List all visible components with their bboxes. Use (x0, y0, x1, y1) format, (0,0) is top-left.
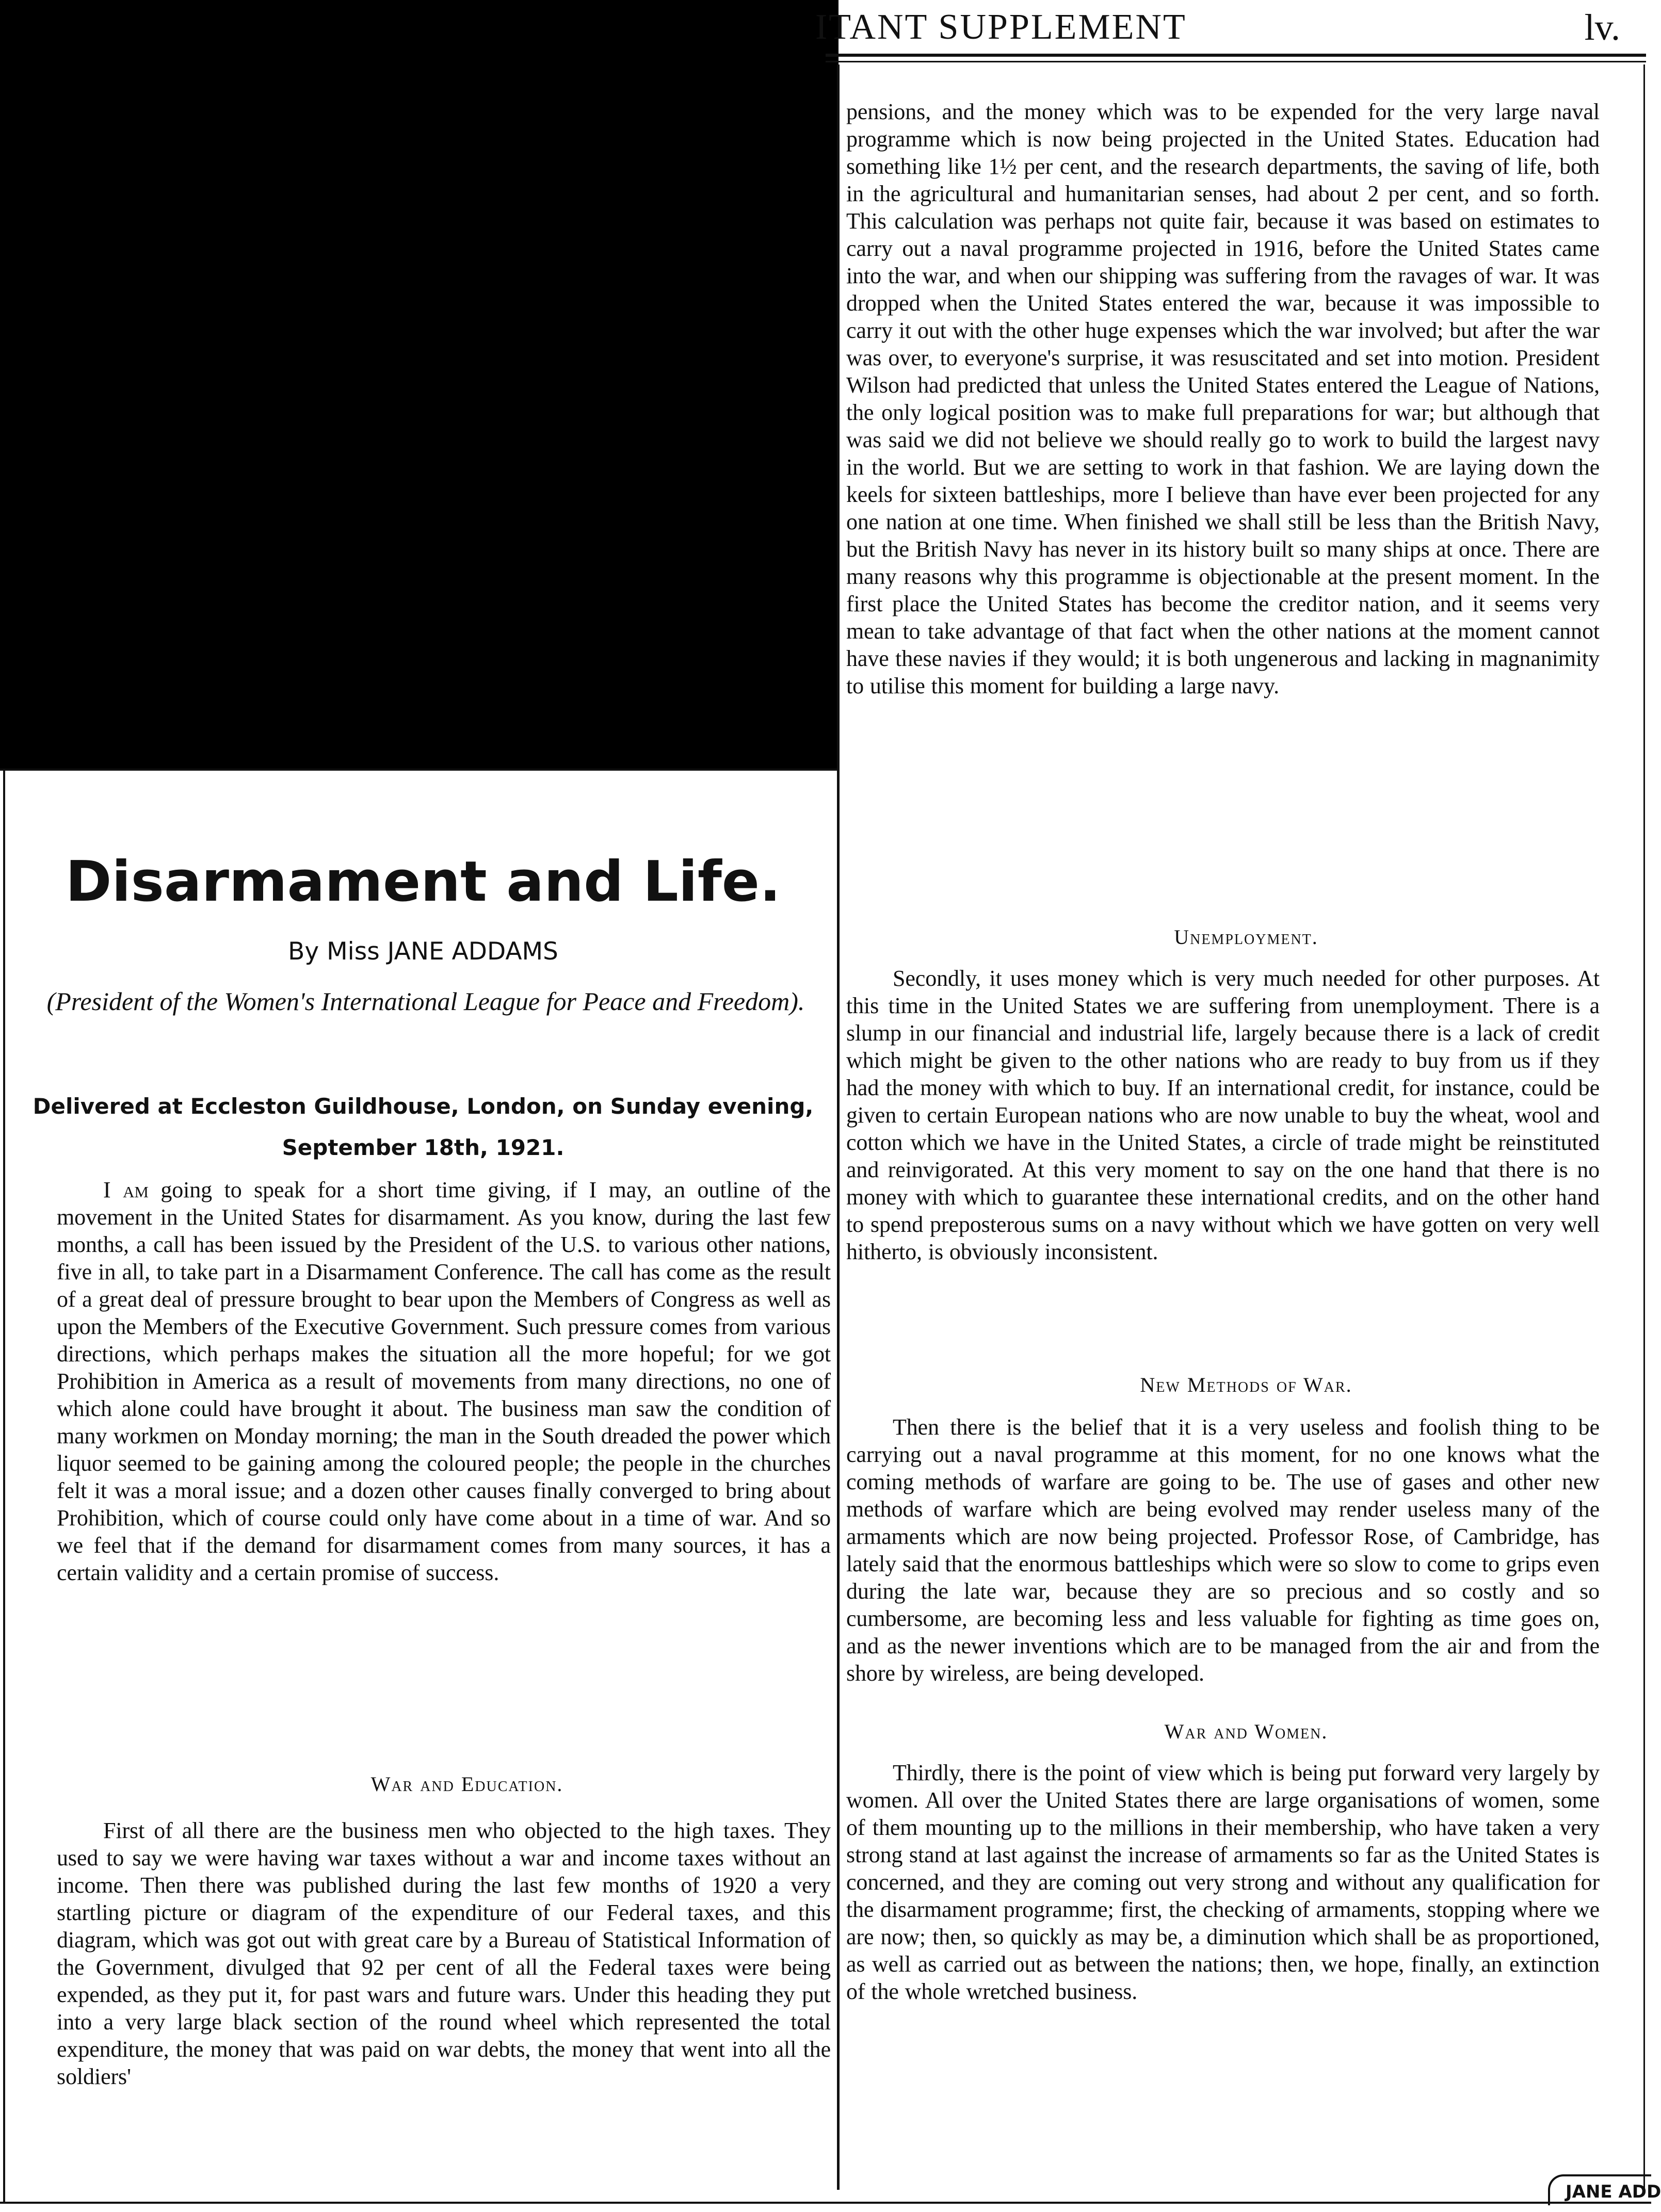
war-education-paragraph: First of all there are the business men who objected to the high taxes. They used to say we were having war taxes without a war and income taxes without an income. Then there was published during the last few months of 1920 a very startling picture or diagram of the expenditure of our Federal taxes, and this diagram, which was got out with great care by a Bureau of Statistical Information of the Government, divulged that 92 per cent of all the Federal taxes were being expended, as they put it, for past wars and future wars. Under this heading they put into a very large black section of the round wheel which represented the total expenditure, the money that was paid on war debts, the money that went into all the soldiers' (57, 1818, 831, 2089)
column-divider (837, 64, 840, 2190)
war-women-paragraph: Thirdly, there is the point of view which is being put forward very largely by women. All over the United States there are large organisations of women, some of them mounting up to the millions in their membership, who have taken a very strong stand at last against the increase of armaments so far as the United States is concerned, and they are coming out very strong and without any qualification for the disarmament programme; first, the checking of armaments, stopping where we are now; then, so quickly as may be, a diminution which shall be as proportioned, as well as carried out as between the nations; then, we hope, finally, an extinction of the whole wretched business. (846, 1760, 1600, 2004)
heading-new-methods-block (846, 1371, 1600, 1402)
page-number: lv. (1584, 7, 1620, 48)
redacted-block (0, 0, 838, 769)
article-title: Disarmament and Life. (65, 850, 781, 914)
intro-paragraph-block (57, 1176, 831, 1762)
war-women-block (846, 1759, 1600, 2192)
unemployment-block (846, 965, 1600, 1352)
continuation-block (846, 98, 1600, 903)
intro-paragraph (57, 1176, 831, 1586)
section-heading-new-methods: New Methods of War. (1140, 1373, 1352, 1396)
new-methods-paragraph: Then there is the belief that it is a very useless and foolish thing to be carrying out a naval programme at this moment, for no one knows what the coming methods of warfare are going to be. The use of gases and other new methods of warfare which are being evolved may render useless many of the armaments which are now being projected. Professor Rose, of Cambridge, has lately said that the enormous battleships which were so slow to come to grips even during the late war, because they are so precious and so costly and so cumbersome, are becoming less and less valuable for fighting as time goes on, and as the newer inventions which are to be managed from the air and from the shore by wireless, are being developed. (846, 1414, 1600, 1686)
running-header-title: ITANT SUPPLEMENT (815, 7, 1187, 47)
intro-lead: I am (103, 1177, 149, 1202)
article-byline: By Miss JANE ADDAMS (288, 937, 558, 966)
heading-unemployment-block (846, 923, 1600, 954)
jane-addams-stamp: JANE ADD (1548, 2174, 1651, 2205)
section-heading-war-education: War and Education. (370, 1772, 563, 1796)
heading-war-education-block (57, 1770, 831, 1801)
continuation-paragraph: pensions, and the money which was to be expended for the very large naval programme which is now being projected in the United States. Education had something like 1½ per cent, and the research departments, the saving of life, both in the agricultural and humanitarian senses, had about 2 per cent, and so forth. This calculation was perhaps not quite fair, because it was based on estimates to carry out a naval programme projected in 1916, before the United States came into the war, and when our shipping was suffering from the ravages of war. It was dropped when the United States entered the war, because it was impossible to carry it out with the other huge expenses which the war involved; but after the war was over, to everyone's surprise, it was resuscitated and set into motion. President Wilson had predicted that unless the United States entered the League of Nations, the only logical position was to make full preparations for war; but although that was said we did not believe we should really go to work to build the largest navy in the world. But we are setting to work in that fashion. We are laying down the keels for sixteen battleships, more I believe than have ever been projected for any one nation at one time. When finished we shall still be less than the British Navy, but the British Navy has never in its history built so many ships at once. There are many reasons why this programme is objectionable at the present moment. In the first place the United States has become the creditor nation, and it seems very mean to take advantage of that fact when the other nations at the moment cannot have these navies if they would; it is both ungenerous and lacking in magnanimity to utilise this moment for building a large navy. (846, 99, 1600, 698)
new-methods-block (846, 1413, 1600, 1702)
heading-war-women-block (846, 1718, 1600, 1749)
unemployment-paragraph: Secondly, it uses money which is very much needed for other purposes. At this time in the United States we are suffering from unemployment. There is a slump in our financial and industrial life, largely because there is a lack of credit which might be given to the other nations who are ready to buy from us if they had the money with which to buy. If an international credit, for instance, could be given to certain European nations who are now unable to buy the wheat, wool and cotton which we have in the United States, a circle of trade might be reinstituted and reinvigorated. At this very moment to say on the one hand that there is no money with which to guarantee these international credits, and on the other hand to spend preposterous sums on a navy without which we have gotten on very well hitherto, is obviously inconsistent. (846, 966, 1600, 1264)
bottom-rule (0, 2202, 1651, 2204)
section-heading-war-women: War and Women. (1164, 1720, 1328, 1743)
left-panel-left-border (3, 769, 5, 2203)
header-rule (826, 54, 1646, 57)
left-panel-top-border (0, 769, 838, 771)
war-education-block (57, 1817, 831, 2193)
intro-text: going to speak for a short time giving, if I may, an outline of the movement in the United States for disarmament. As you know, during the last few months, a call has been issued by the President of the U.S. to various other nations, five in all, to take part in a Disarmament Conference. The call has come as the result of a great deal of pressure brought to bear upon the Members of Congress as well as upon the Members of the Executive Government. Such pressure comes from various directions, which perhaps makes the situation all the more hopeful; for we got Prohibition in America as a result of movements from many directions, no one of which alone could have brought it about. The business man saw the condition of many workmen on Monday morning; the man in the South dreaded the power which liquor seemed to be gaining among the coloured people; the people in the churches felt it was a moral issue; and a dozen other causes finally converged to bring about Prohibition, which of course could only have come about in a time of war. And so we feel that if the demand for disarmament comes from many sources, it has a certain validity and a certain promise of success. (57, 1177, 831, 1585)
author-affiliation: (President of the Women's International League for Peace and Freedom). (46, 987, 805, 1016)
section-heading-unemployment: Unemployment. (1174, 925, 1318, 949)
delivery-note: Delivered at Eccleston Guildhouse, London, on Sunday evening, September 18th, 1921. (33, 1094, 814, 1160)
header-rule-thin (826, 61, 1646, 62)
right-edge-rule (1643, 64, 1645, 2190)
